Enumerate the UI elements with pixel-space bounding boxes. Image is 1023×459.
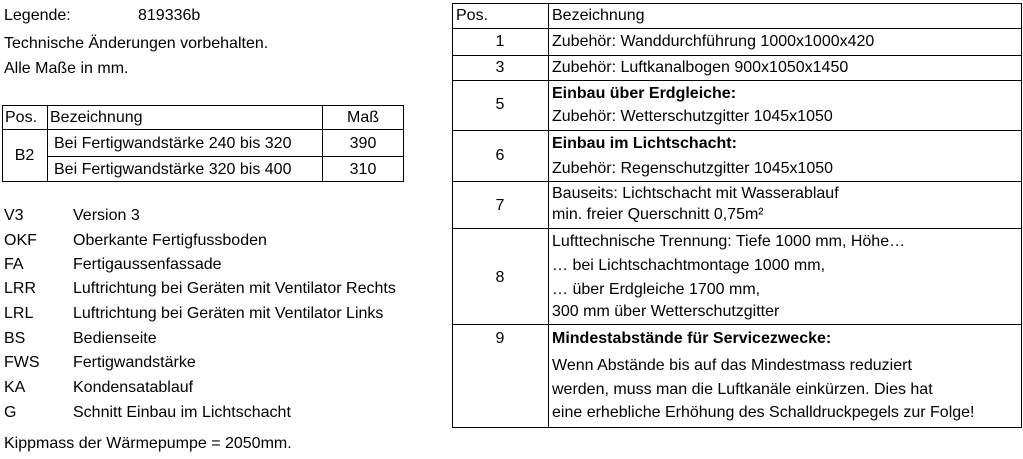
b2-row-divider [47,156,404,157]
pos-description-heading: Einbau im Lichtschacht: [552,135,737,152]
pos-row-divider [452,28,1022,29]
abbr-key: KA [4,379,26,396]
abbr-text: Version 3 [73,207,140,224]
legend-note: Alle Maße in mm. [4,60,129,77]
abbr-text: Fertigaussenfassade [73,256,222,273]
pos-description: Bauseits: Lichtschacht mit Wasserablauf [552,185,839,202]
pos-description-heading: Mindestabstände für Servicezwecke: [552,330,832,347]
abbr-key: LRR [4,280,37,297]
pos-description: werden, muss man die Luftkanäle einkürzen. Dies hat [552,381,933,398]
pos-number: 1 [495,33,505,50]
pos-col-divider [548,3,549,428]
abbr-text: Kondensatablauf [73,379,194,396]
pos-description: … bei Lichtschachtmontage 1000 mm, [552,257,826,274]
kipp-note: Kippmass der Wärmepumpe = 2050mm. [4,435,292,452]
b2-header-divider [2,129,404,130]
pos-number: 6 [495,147,505,164]
abbr-key: FA [4,256,24,273]
abbr-text: Fertigwandstärke [73,354,196,371]
pos-description: 300 mm über Wetterschutzgitter [552,303,780,320]
pos-description: Wenn Abstände bis auf das Mindestmass reduziert [552,357,912,374]
b2-header-pos: Pos. [5,109,38,126]
b2-col-divider [47,105,48,182]
pos-description: Zubehör: Luftkanalbogen 900x1050x1450 [552,59,849,76]
abbr-key: LRL [4,305,34,322]
abbr-key: OKF [4,232,37,249]
pos-description: Lufttechnische Trennung: Tiefe 1000 mm, Höhe… [552,233,906,250]
pos-description: … über Erdgleiche 1700 mm, [552,281,761,298]
pos-number: 3 [495,59,505,76]
abbr-text: Oberkante Fertigfussboden [73,232,267,249]
legend-note: Technische Änderungen vorbehalten. [4,35,269,52]
pos-description: eine erhebliche Erhöhung des Schalldruckpegels zur Folge! [552,404,975,421]
pos-description: Zubehör: Regenschutzgitter 1045x1050 [552,160,834,177]
pos-header-desc: Bezeichnung [552,7,645,24]
b2-pos-cell: B2 [14,147,35,164]
abbr-key: BS [4,330,26,347]
pos-row-divider [452,130,1022,131]
abbr-key: FWS [4,354,40,371]
b2-row-desc: Bei Fertigwandstärke 320 bis 400 [54,161,292,178]
pos-number: 8 [495,269,505,286]
abbr-text: Luftrichtung bei Geräten mit Ventilator Links [73,305,384,322]
pos-row-divider [452,324,1022,325]
pos-number: 5 [495,96,505,113]
abbr-text: Schnitt Einbau im Lichtschacht [73,404,291,421]
pos-description: min. freier Querschnitt 0,75m² [552,206,764,223]
pos-row-divider [452,181,1022,182]
pos-number: 9 [495,330,505,347]
legend-label: Legende: [4,7,71,24]
abbr-text: Bedienseite [73,330,157,347]
b2-header-size: Maß [347,109,379,126]
pos-description-heading: Einbau über Erdgleiche: [552,85,737,102]
pos-row-divider [452,80,1022,81]
abbr-text: Luftrichtung bei Geräten mit Ventilator Rechts [73,280,396,297]
b2-row-size: 390 [349,135,377,152]
abbr-key: V3 [4,207,24,224]
b2-header-desc: Bezeichnung [50,109,143,126]
b2-row-desc: Bei Fertigwandstärke 240 bis 320 [54,135,292,152]
pos-header-pos: Pos. [456,7,489,24]
pos-description: Zubehör: Wanddurchführung 1000x1000x420 [552,33,875,50]
abbr-key: G [4,404,17,421]
pos-number: 7 [495,197,505,214]
pos-description: Zubehör: Wetterschutzgitter 1045x1050 [552,108,833,125]
legend-code: 819336b [138,7,201,24]
pos-row-divider [452,228,1022,229]
pos-row-divider [452,55,1022,56]
b2-row-size: 310 [349,161,377,178]
